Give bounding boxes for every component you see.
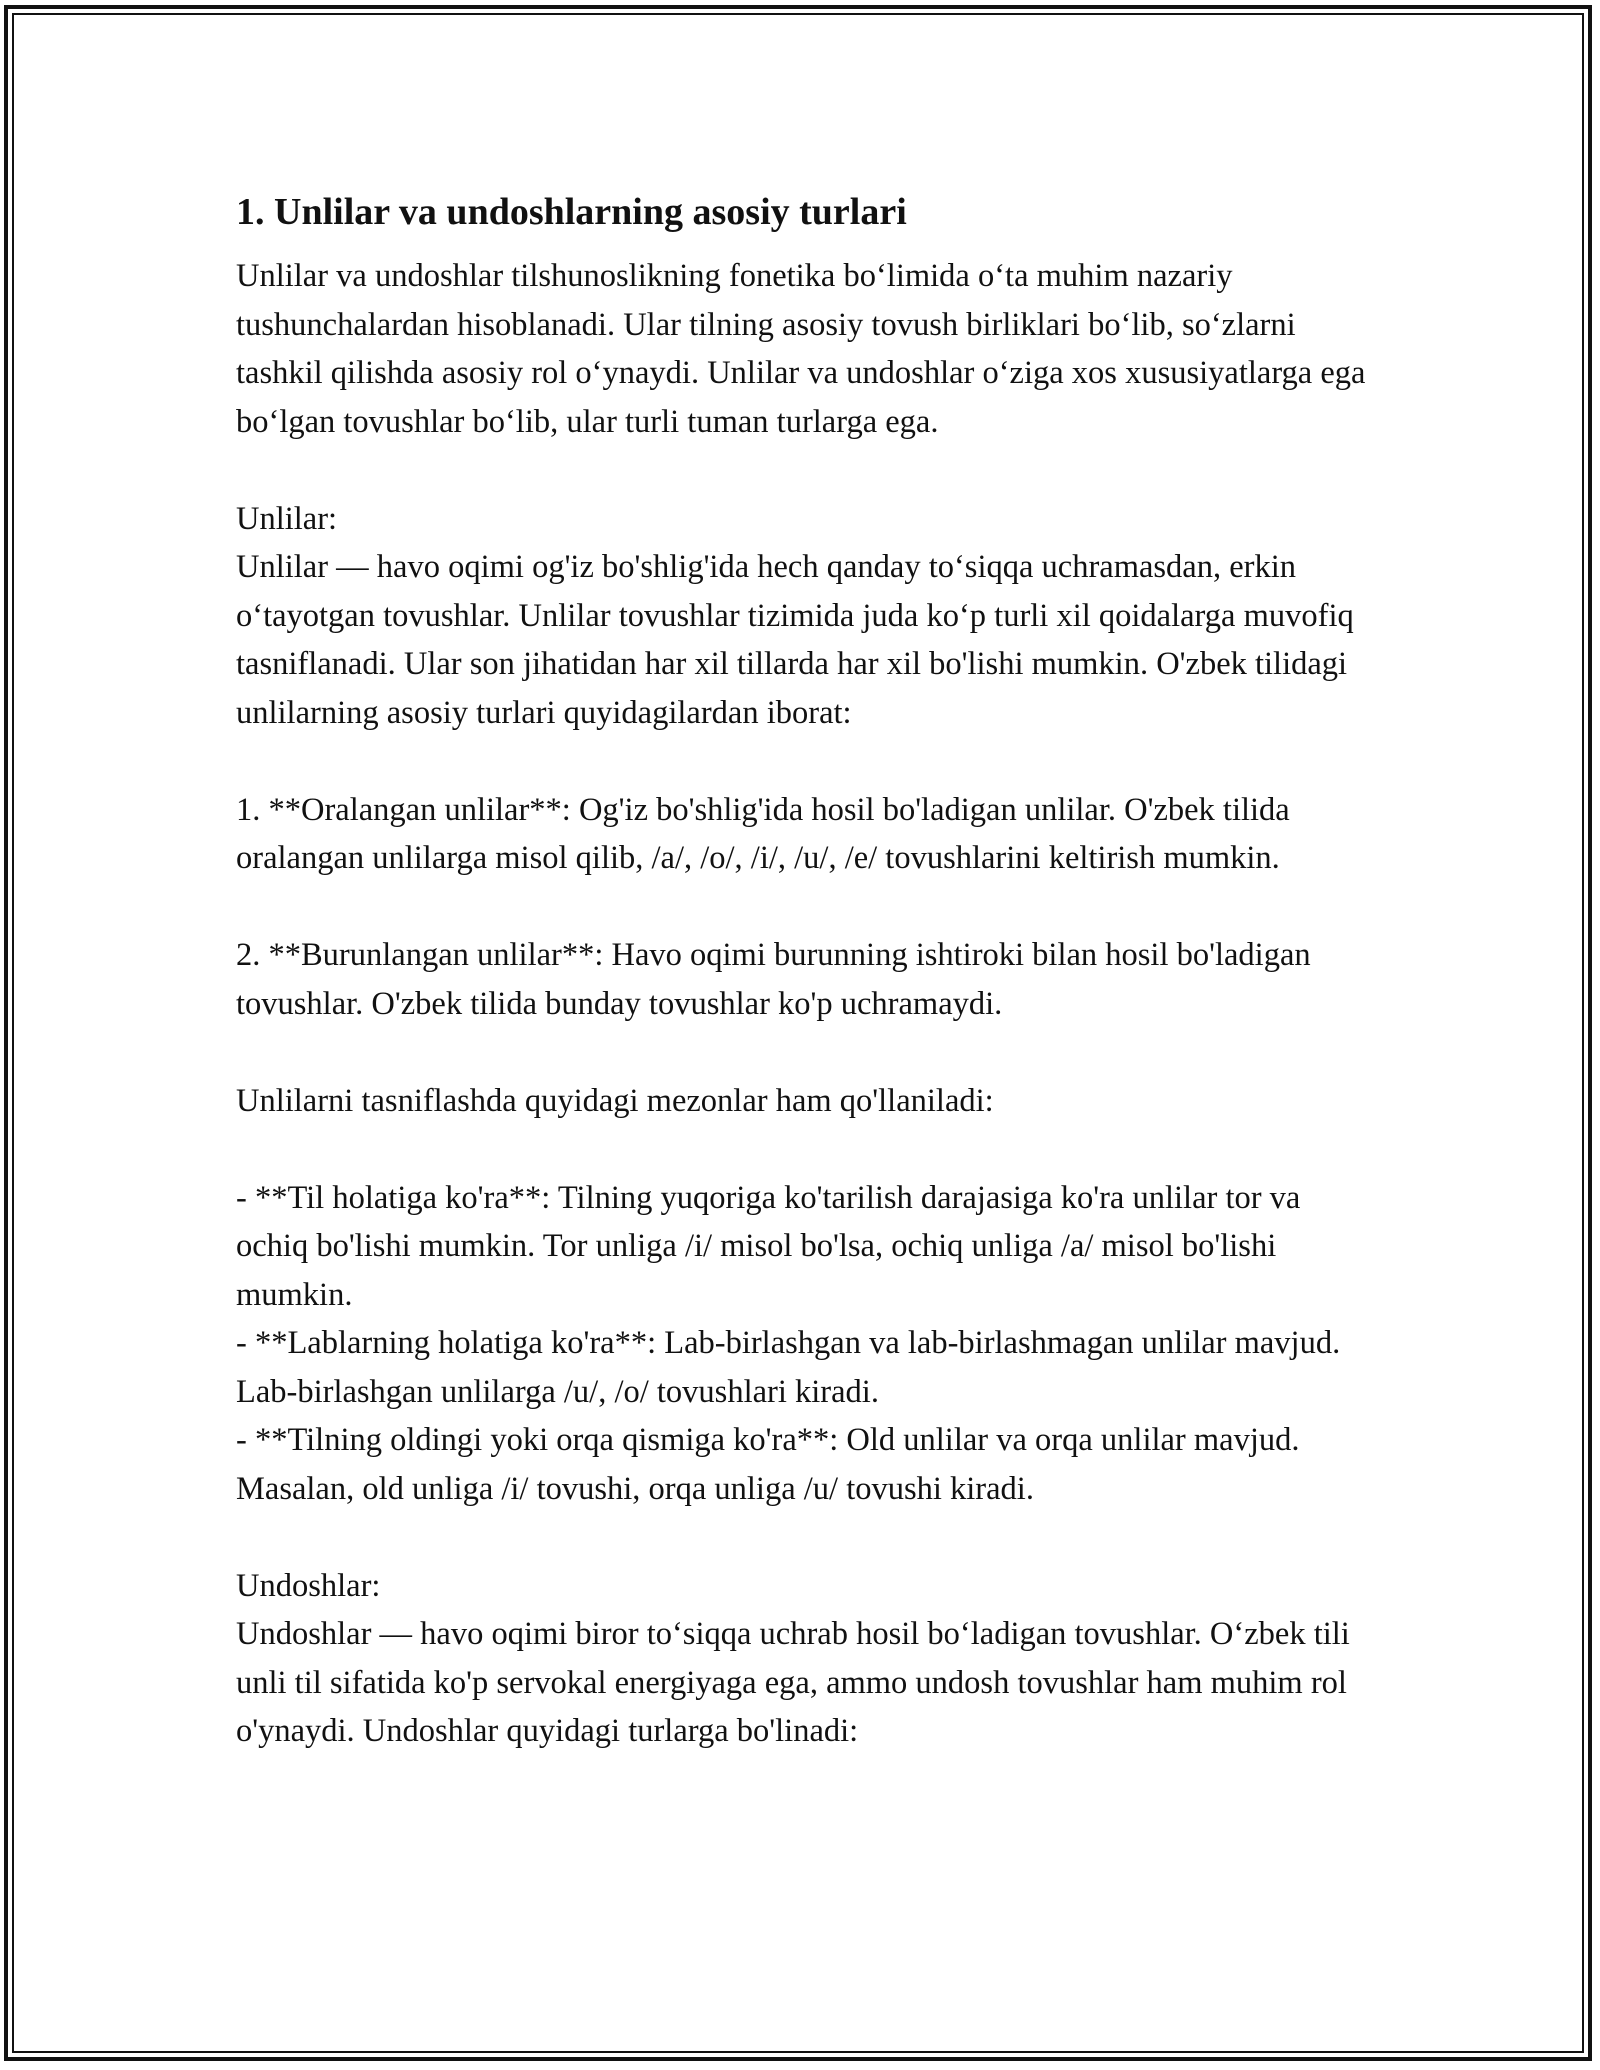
paragraph-gap [236, 1125, 1376, 1174]
vowels-paragraph: Unlilar — havo oqimi og'iz bo'shlig'ida hech qanday to‘siqqa uchramasdan, erkin o‘tayotgan tovushlar. Unlilar tovushlar tizimida juda ko‘p turli xil qoidalarga muvofiq tasniflanadi. Ular son jihatidan har xil tillarda har xil bo'lishi mumkin. O'zbek tilidagi unlilarning asosiy turlari quyidagilardan iborat: [236, 549, 1362, 731]
paragraph-gap [236, 1513, 1376, 1562]
vowels-heading: Unlilar: [236, 500, 338, 537]
consonants-paragraph: Undoshlar — havo oqimi biror to‘siqqa uchrab hosil bo‘ladigan tovushlar. O‘zbek tili unli til sifatida ko'p servokal energiyaga ega, ammo undosh tovushlar ham muhim rol o'ynaydi. Undoshlar quyidagi turlarga bo'linadi: [236, 1616, 1358, 1749]
intro-paragraph: Unlilar va undoshlar tilshunoslikning fonetika bo‘limida o‘ta muhim nazariy tushunchalardan hisoblanadi. Ular tilning asosiy tovush birliklari bo‘lib, so‘zlarni tashkil qilishda asosiy rol o‘ynaydi. Unlilar va undoshlar o‘ziga xos xususiyatlarga ega bo‘lgan tovushlar bo‘lib, ular turli tuman turlarga ega. [236, 258, 1374, 440]
vowel-type-item-2: 2. **Burunlangan unlilar**: Havo oqimi burunning ishtiroki bilan hosil bo'ladigan tovushlar. O'zbek tilida bunday tovushlar ko'p uchramaydi. [236, 937, 1319, 1022]
criteria-item-3: - **Tilning oldingi yoki orqa qismiga ko'ra**: Old unlilar va orqa unlilar mavjud. Masalan, old unliga /i/ tovushi, orqa unliga /u/ tovushi kiradi. [236, 1422, 1308, 1507]
consonants-heading: Undoshlar: [236, 1567, 381, 1604]
criteria-item-1: - **Til holatiga ko'ra**: Tilning yuqoriga ko'tarilish darajasiga ko'ra unlilar tor va ochiq bo'lishi mumkin. Tor unliga /i/ misol bo'lsa, ochiq unliga /a/ misol bo'lishi mumkin. [236, 1179, 1309, 1313]
paragraph-gap [236, 883, 1376, 932]
criteria-intro: Unlilarni tasniflashda quyidagi mezonlar ham qo'llaniladi: [236, 1082, 994, 1119]
criteria-item-2: - **Lablarning holatiga ko'ra**: Lab-birlashgan va lab-birlashmagan unlilar mavjud. Lab-birlashgan unlilarga /u/, /o/ tovushlari kiradi. [236, 1325, 1349, 1410]
paragraph-gap [236, 1028, 1376, 1077]
section-title: 1. Unlilar va undoshlarning asosiy turlari [236, 191, 907, 233]
vowel-type-item-1: 1. **Oralangan unlilar**: Og'iz bo'shlig'ida hosil bo'ladigan unlilar. O'zbek tilida oralangan unlilarga misol qilib, /a/, /o/, /i/, /u/, /e/ tovushlarini keltirish mumkin. [236, 791, 1298, 876]
document-body [236, 186, 1376, 1756]
paragraph-gap [236, 446, 1376, 495]
paragraph-gap [236, 737, 1376, 786]
